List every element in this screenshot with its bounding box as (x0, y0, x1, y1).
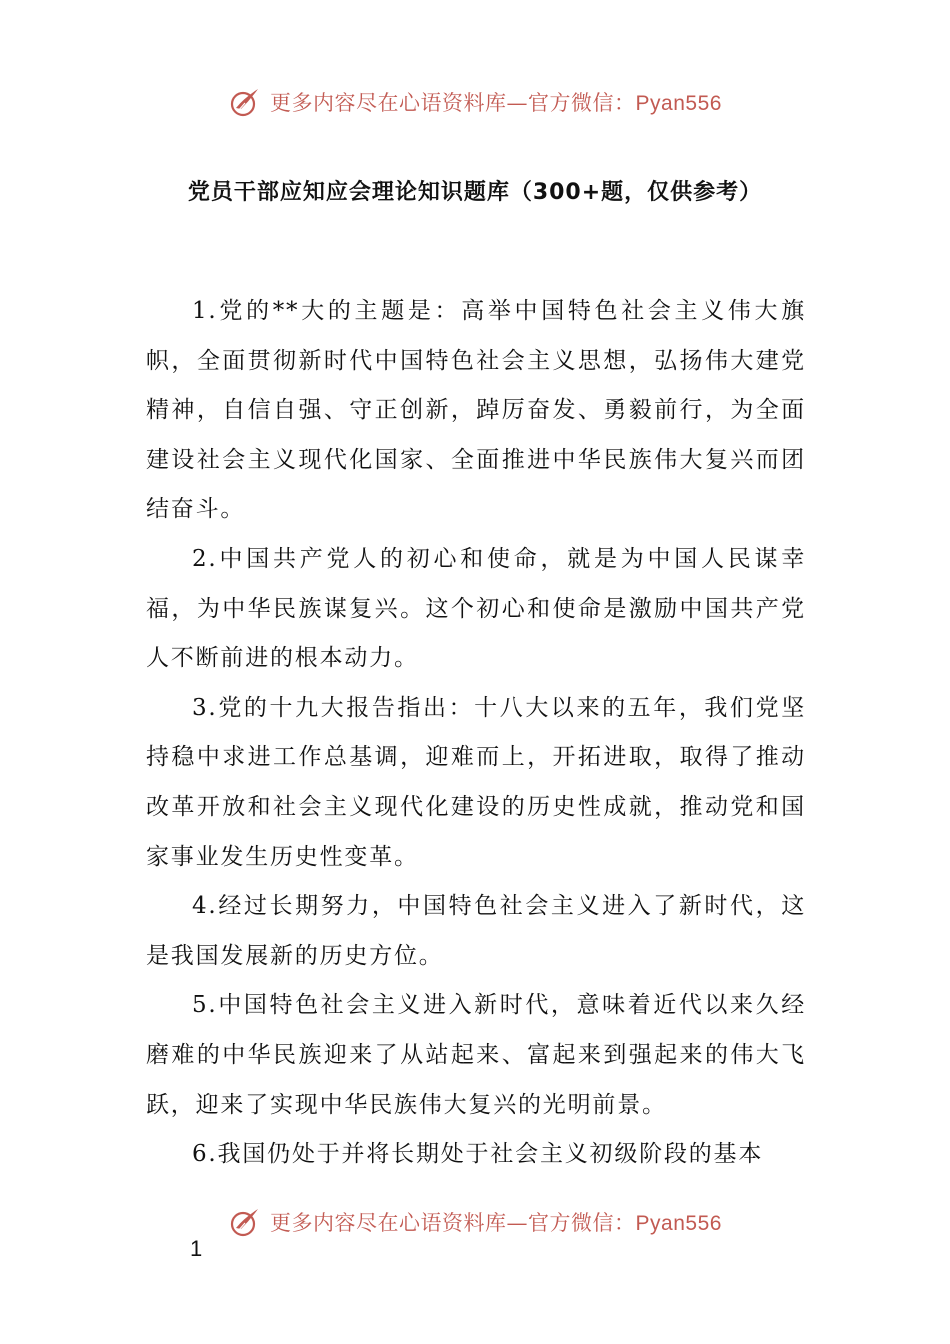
quill-logo-icon (228, 84, 264, 120)
question-paragraph: 4.经过长期努力，中国特色社会主义进入了新时代，这是我国发展新的历史方位。 (146, 893, 806, 969)
question-paragraph: 5.中国特色社会主义进入新时代，意味着近代以来久经磨难的中华民族迎来了从站起来、富起来到强起来的伟大飞跃，迎来了实现中华民族伟大复兴的光明前景。 (146, 992, 806, 1118)
question-paragraph: 3.党的十九大报告指出：十八大以来的五年，我们党坚持稳中求进工作总基调，迎难而上，开拓进取，取得了推动改革开放和社会主义现代化建设的历史性成就，推动党和国家事业发生历史性变革。 (146, 694, 806, 870)
question-paragraph: 1.党的**大的主题是：高举中国特色社会主义伟大旗帜，全面贯彻新时代中国特色社会主义思想，弘扬伟大建党精神，自信自强、守正创新，踔厉奋发、勇毅前行，为全面建设社会主义现代化国家、全面推进中华民族伟大复兴而团结奋斗。 (146, 298, 806, 523)
watermark-header (0, 84, 950, 120)
watermark-text: 更多内容尽在心语资料库—官方微信：Pyan556 (270, 91, 722, 115)
quill-logo-icon (228, 1204, 264, 1240)
document-title: 党员干部应知应会理论知识题库（300+题，仅供参考） (187, 180, 763, 205)
page-number: 1 (190, 1236, 203, 1261)
document-body (146, 287, 806, 1180)
watermark-footer (0, 1204, 950, 1240)
watermark-text: 更多内容尽在心语资料库—官方微信：Pyan556 (270, 1211, 722, 1235)
question-paragraph: 2.中国共产党人的初心和使命，就是为中国人民谋幸福，为中华民族谋复兴。这个初心和使命是激励中国共产党人不断前进的根本动力。 (146, 545, 806, 672)
question-paragraph: 6.我国仍处于并将长期处于社会主义初级阶段的基本 (192, 1141, 764, 1168)
